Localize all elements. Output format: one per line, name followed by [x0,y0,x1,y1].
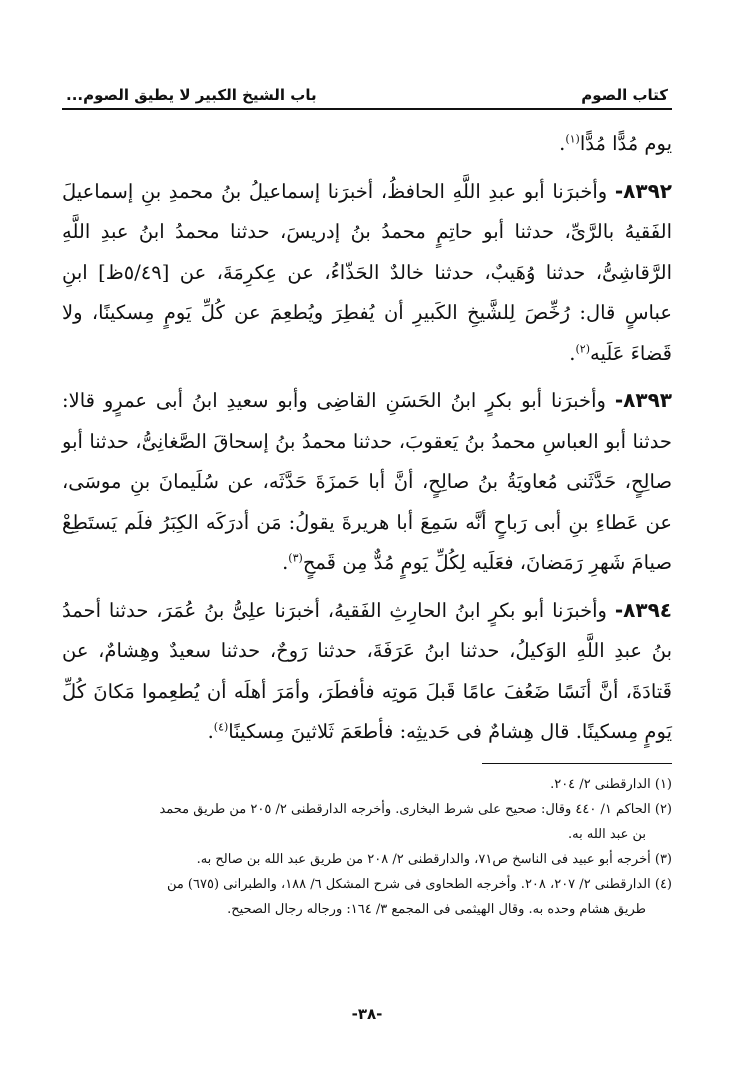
paragraph-tail: . [569,341,576,365]
paragraph-text: وأخبرَنا أبو عبدِ اللَّهِ الحافظُ، أخبرَنا إسماعيلُ بنُ محمدِ بنِ إسماعيلَ الفَقيهُ بالرَّىِّ، حدثنا أبو حاتِمٍ محمدُ بنُ إدريسَ، حدثنا محمدُ ابنُ عبدِ اللَّهِ الرَّقاشِىُّ، حدثنا وُهَيبٌ، حدثنا خالدٌ الحَذّاءُ، عن عِكرِمَةَ، عن [٥/٤٩ظ] ابنِ عباسٍ قال: رُخِّصَ لِلشَّيخِ الكَبيرِ أن يُفطِرَ ويُطعِمَ عن كُلِّ يَومٍ مِسكينًا، ولا قَضاءَ عَلَيه [62,179,672,365]
footnote: (٤) الدارقطنى ٢/ ٢٠٧، ٢٠٨. وأخرجه الطحاوى فى شرح المشكل ٦/ ١٨٨، والطبرانى (٦٧٥) من [166,876,672,892]
footnote: (١) الدارقطنى ٢/ ٢٠٤. [550,776,672,792]
hadith-number: ٨٣٩٣- [614,388,672,412]
footnote-ref: (٤) [213,720,229,734]
paragraph-continuation [62,124,672,165]
hadith-number: ٨٣٩٤- [614,597,672,622]
footnote-ref: (١) [565,132,580,146]
paragraph-tail: . [282,551,289,574]
book-page [62,70,672,1023]
chapter-title: باب الشيخ الكبير لا يطيق الصوم... [66,86,317,104]
paragraph-text: يوم مُدًّا مُدًّا [579,132,672,155]
page-number: -٣٨- [351,1005,383,1023]
running-header [62,70,672,104]
hadith-paragraph [62,590,672,753]
footnotes [62,772,672,922]
footnote-ref: (٣) [288,551,303,565]
paragraph-tail: . [559,132,566,155]
footnote: (٣) أخرجه أبو عبيد فى الناسخ ص٧١، والدارقطنى ٢/ ٢٠٨ من طريق عبد الله بن صالح به. [196,851,672,867]
header-rule [62,108,672,110]
book-title: كتاب الصوم [581,86,668,104]
hadith-paragraph [62,380,672,584]
paragraph-text: وأخبرَنا أبو بكرٍ ابنُ الحَسَنِ القاضِى وأبو سعيدِ ابنُ أبى عمرٍو قالا: حدثنا أبو العباسِ محمدُ بنُ يَعقوبَ، حدثنا محمدُ بنُ إسحاقَ الصَّغانِىُّ، حدثنا أبو صالِحٍ، حَدَّثَنى مُعاويَةُ بنُ صالِحٍ، أنَّ أبا حَمزَةَ حَدَّثَه، عن سُلَيمانَ بنِ موسَى، عن عَطاءِ بنِ أبى رَباحٍ أنَّه سَمِعَ أبا هريرةَ يقولُ: مَن أدرَكَه الكِبَرُ فلَم يَستَطِعْ صيامَ شَهرِ رَمَضانَ، فعَلَيه لِكُلِّ يَومٍ مُدٌّ مِن قَمحٍ [62,389,672,574]
footnote-rule [482,763,672,764]
paragraph-tail: . [207,720,214,743]
main-text [62,124,672,753]
footnote-ref: (٢) [575,342,591,355]
footnote: (٢) الحاكم ١/ ٤٤٠ وقال: صحيح على شرط البخارى. وأخرجه الدارقطنى ٢/ ٢٠٥ من طريق محمد [159,801,672,817]
paragraph-text: وأخبرَنا أبو بكرٍ ابنُ الحارِثِ الفَقيهُ، أخبرَنا علِىُّ بنُ عُمَرَ، حدثنا أحمدُ بنُ عبدِ اللَّهِ الوَكيلُ، حدثنا ابنُ عَرَفَةَ، حدثنا رَوحٌ، حدثنا سعيدٌ وهِشامٌ، عن قَتادَةَ، أنَّ أنَسًا ضَعُفَ عامًا قَبلَ مَوتِه فأفطَرَ، وأمَرَ أهلَه أن يُطعِموا مَكانَ كُلِّ يَومٍ مِسكينًا. قال هِشامٌ فى حَديثِه: فأطعَمَ ثَلاثينَ مِسكينًا [62,598,672,743]
hadith-number: ٨٣٩٢- [614,178,672,203]
footnote-continuation: بن عبد الله به. [568,826,646,842]
hadith-paragraph [62,171,672,375]
footnote-continuation: طريق هشام وحده به. وقال الهيثمى فى المجمع ٣/ ١٦٤: ورجاله رجال الصحيح. [227,901,646,917]
